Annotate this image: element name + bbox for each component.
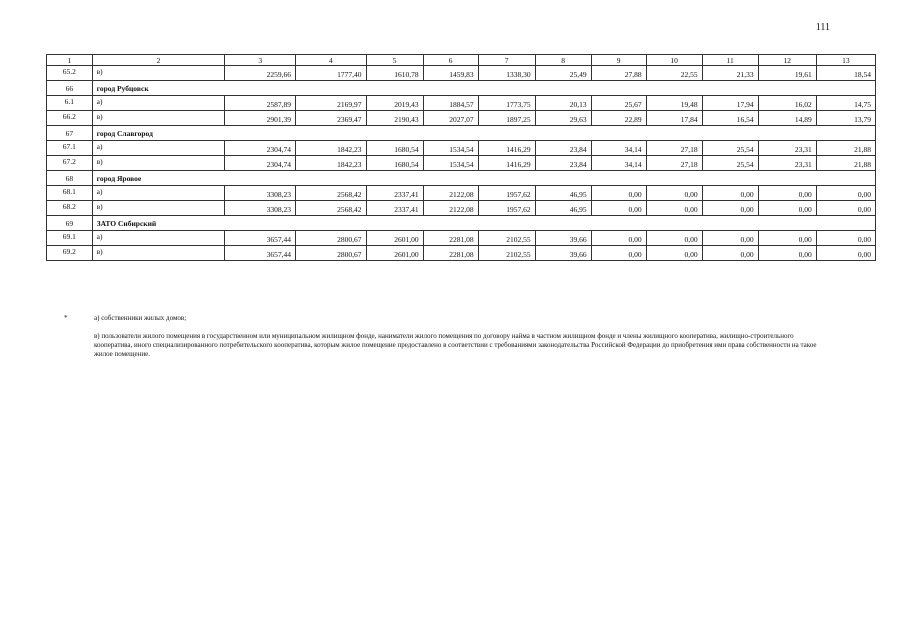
tariff-value: 20,13 bbox=[535, 96, 591, 111]
tariff-value: 0,00 bbox=[702, 186, 758, 201]
tariff-value: 2281,08 bbox=[423, 246, 478, 261]
tariff-value: 0,00 bbox=[702, 246, 758, 261]
column-header: 4 bbox=[295, 55, 366, 66]
tariff-value: 1773,75 bbox=[478, 96, 535, 111]
consumer-type: в) bbox=[92, 246, 225, 261]
tariff-value: 1957,62 bbox=[478, 201, 535, 216]
footnote-b: в) пользователи жилого помещения в государственном или муниципальном жилищном фонде, наниматели жилого помещения по договору найма в частном жилищном фонде и члены жилищного кооператива, жилищно-строительного кооператива, иного специализированного потребительского кооператива, которым жилое помещение предоставлено в соответствии с требованиями законодательства Российской Федерации до приобретения ими права собственности на такое жилое помещение. bbox=[94, 332, 817, 358]
tariff-value: 3657,44 bbox=[225, 231, 296, 246]
tariff-value: 2102,55 bbox=[478, 246, 535, 261]
table-row bbox=[47, 186, 876, 201]
tariff-value: 2337,41 bbox=[366, 186, 423, 201]
tariff-value: 17,84 bbox=[646, 111, 702, 126]
tariff-value: 0,00 bbox=[758, 186, 816, 201]
tariff-value: 1338,30 bbox=[478, 66, 535, 81]
tariff-value: 39,66 bbox=[535, 231, 591, 246]
tariff-value: 1897,25 bbox=[478, 111, 535, 126]
tariff-value: 0,00 bbox=[646, 201, 702, 216]
tariff-value: 1534,54 bbox=[423, 141, 478, 156]
tariff-value: 1680,54 bbox=[366, 156, 423, 171]
column-header: 5 bbox=[366, 55, 423, 66]
city-name: ЗАТО Сибирский bbox=[92, 216, 875, 231]
consumer-type: а) bbox=[92, 231, 225, 246]
tariff-value: 14,75 bbox=[816, 96, 875, 111]
column-header: 1 bbox=[47, 55, 93, 66]
tariff-value: 17,94 bbox=[702, 96, 758, 111]
table-row bbox=[47, 156, 876, 171]
column-header: 10 bbox=[646, 55, 702, 66]
footnote-marker: * bbox=[64, 314, 68, 322]
tariff-value: 2568,42 bbox=[295, 186, 366, 201]
tariff-value: 0,00 bbox=[816, 246, 875, 261]
tariff-value: 2800,67 bbox=[295, 246, 366, 261]
tariff-value: 2601,00 bbox=[366, 231, 423, 246]
table-header-row bbox=[47, 55, 876, 66]
tariff-value: 1842,23 bbox=[295, 141, 366, 156]
tariff-value: 0,00 bbox=[591, 186, 646, 201]
tariff-value: 0,00 bbox=[816, 201, 875, 216]
row-number: 6.1 bbox=[47, 96, 93, 111]
tariff-value: 16,54 bbox=[702, 111, 758, 126]
city-row bbox=[47, 81, 876, 96]
consumer-type: в) bbox=[92, 201, 225, 216]
tariff-value: 3657,44 bbox=[225, 246, 296, 261]
tariff-value: 2190,43 bbox=[366, 111, 423, 126]
footnotes bbox=[64, 314, 824, 359]
tariff-value: 27,18 bbox=[646, 141, 702, 156]
column-header: 11 bbox=[702, 55, 758, 66]
tariff-value: 19,48 bbox=[646, 96, 702, 111]
tariff-value: 0,00 bbox=[646, 246, 702, 261]
tariff-value: 1416,29 bbox=[478, 141, 535, 156]
tariff-value: 2102,55 bbox=[478, 231, 535, 246]
tariff-value: 13,79 bbox=[816, 111, 875, 126]
table-row bbox=[47, 66, 876, 81]
tariff-value: 1777,40 bbox=[295, 66, 366, 81]
tariff-value: 29,63 bbox=[535, 111, 591, 126]
row-number: 69.2 bbox=[47, 246, 93, 261]
table-row bbox=[47, 111, 876, 126]
tariff-value: 2601,00 bbox=[366, 246, 423, 261]
tariff-value: 22,89 bbox=[591, 111, 646, 126]
tariff-value: 0,00 bbox=[702, 201, 758, 216]
city-name: город Яровое bbox=[92, 171, 875, 186]
column-header: 3 bbox=[225, 55, 296, 66]
tariff-value: 3308,23 bbox=[225, 201, 296, 216]
tariff-value: 46,95 bbox=[535, 186, 591, 201]
city-row bbox=[47, 126, 876, 141]
tariff-value: 2369,47 bbox=[295, 111, 366, 126]
tariff-value: 2027,07 bbox=[423, 111, 478, 126]
tariff-value: 23,31 bbox=[758, 141, 816, 156]
city-name: город Рубцовск bbox=[92, 81, 875, 96]
consumer-type: а) bbox=[92, 186, 225, 201]
tariff-value: 34,14 bbox=[591, 156, 646, 171]
table-body bbox=[47, 55, 876, 261]
tariff-value: 2169,97 bbox=[295, 96, 366, 111]
tariff-value: 21,33 bbox=[702, 66, 758, 81]
tariff-value: 2304,74 bbox=[225, 156, 296, 171]
tariff-value: 21,88 bbox=[816, 156, 875, 171]
tariff-value: 0,00 bbox=[591, 231, 646, 246]
tariff-value: 2901,39 bbox=[225, 111, 296, 126]
tariff-value: 16,02 bbox=[758, 96, 816, 111]
table-row bbox=[47, 246, 876, 261]
table-row bbox=[47, 201, 876, 216]
consumer-type: в) bbox=[92, 156, 225, 171]
row-number: 66 bbox=[47, 81, 93, 96]
tariff-value: 0,00 bbox=[816, 186, 875, 201]
tariff-value: 2122,08 bbox=[423, 201, 478, 216]
column-header: 8 bbox=[535, 55, 591, 66]
tariff-value: 18,54 bbox=[816, 66, 875, 81]
tariff-value: 1842,23 bbox=[295, 156, 366, 171]
city-name: город Славгород bbox=[92, 126, 875, 141]
row-number: 68.1 bbox=[47, 186, 93, 201]
tariff-value: 2281,08 bbox=[423, 231, 478, 246]
tariff-value: 46,95 bbox=[535, 201, 591, 216]
tariff-value: 25,54 bbox=[702, 156, 758, 171]
tariff-value: 0,00 bbox=[758, 231, 816, 246]
city-row bbox=[47, 216, 876, 231]
tariff-value: 23,31 bbox=[758, 156, 816, 171]
row-number: 67.1 bbox=[47, 141, 93, 156]
tariff-value: 2800,67 bbox=[295, 231, 366, 246]
tariff-value: 2337,41 bbox=[366, 201, 423, 216]
row-number: 67.2 bbox=[47, 156, 93, 171]
page-number: 111 bbox=[815, 22, 830, 33]
tariff-value: 1884,57 bbox=[423, 96, 478, 111]
tariff-value: 0,00 bbox=[646, 231, 702, 246]
tariff-value: 1534,54 bbox=[423, 156, 478, 171]
tariff-value: 27,88 bbox=[591, 66, 646, 81]
tariff-value: 14,89 bbox=[758, 111, 816, 126]
row-number: 66.2 bbox=[47, 111, 93, 126]
row-number: 69.1 bbox=[47, 231, 93, 246]
tariff-value: 0,00 bbox=[758, 246, 816, 261]
tariff-value: 1459,83 bbox=[423, 66, 478, 81]
tariff-value: 25,49 bbox=[535, 66, 591, 81]
tariff-value: 0,00 bbox=[646, 186, 702, 201]
tariff-value: 2568,42 bbox=[295, 201, 366, 216]
column-header: 9 bbox=[591, 55, 646, 66]
tariff-value: 1957,62 bbox=[478, 186, 535, 201]
tariff-value: 1610,78 bbox=[366, 66, 423, 81]
column-header: 7 bbox=[478, 55, 535, 66]
tariff-value: 2304,74 bbox=[225, 141, 296, 156]
tariff-value: 2019,43 bbox=[366, 96, 423, 111]
tariff-value: 25,67 bbox=[591, 96, 646, 111]
tariff-value: 1680,54 bbox=[366, 141, 423, 156]
tariff-value: 34,14 bbox=[591, 141, 646, 156]
column-header: 2 bbox=[92, 55, 225, 66]
consumer-type: а) bbox=[92, 96, 225, 111]
tariff-value: 39,66 bbox=[535, 246, 591, 261]
tariff-value: 0,00 bbox=[591, 201, 646, 216]
table-row bbox=[47, 231, 876, 246]
tariff-value: 2587,89 bbox=[225, 96, 296, 111]
row-number: 68 bbox=[47, 171, 93, 186]
row-number: 68.2 bbox=[47, 201, 93, 216]
tariff-value: 0,00 bbox=[758, 201, 816, 216]
tariff-value: 23,84 bbox=[535, 141, 591, 156]
tariff-value: 0,00 bbox=[702, 231, 758, 246]
tariff-value: 21,88 bbox=[816, 141, 875, 156]
tariff-value: 22,55 bbox=[646, 66, 702, 81]
tariff-value: 2259,66 bbox=[225, 66, 296, 81]
row-number: 69 bbox=[47, 216, 93, 231]
row-number: 65.2 bbox=[47, 66, 93, 81]
tariff-value: 0,00 bbox=[591, 246, 646, 261]
tariff-table bbox=[46, 54, 876, 261]
row-number: 67 bbox=[47, 126, 93, 141]
column-header: 6 bbox=[423, 55, 478, 66]
column-header: 12 bbox=[758, 55, 816, 66]
city-row bbox=[47, 171, 876, 186]
tariff-value: 27,18 bbox=[646, 156, 702, 171]
tariff-value: 23,84 bbox=[535, 156, 591, 171]
footnote-a: а) собственники жилых домов; bbox=[94, 314, 187, 322]
consumer-type: а) bbox=[92, 141, 225, 156]
tariff-value: 0,00 bbox=[816, 231, 875, 246]
tariff-value: 3308,23 bbox=[225, 186, 296, 201]
table-row bbox=[47, 141, 876, 156]
table-row bbox=[47, 96, 876, 111]
tariff-value: 1416,29 bbox=[478, 156, 535, 171]
consumer-type: в) bbox=[92, 111, 225, 126]
tariff-value: 25,54 bbox=[702, 141, 758, 156]
tariff-value: 19,61 bbox=[758, 66, 816, 81]
column-header: 13 bbox=[816, 55, 875, 66]
tariff-value: 2122,08 bbox=[423, 186, 478, 201]
consumer-type: в) bbox=[92, 66, 225, 81]
